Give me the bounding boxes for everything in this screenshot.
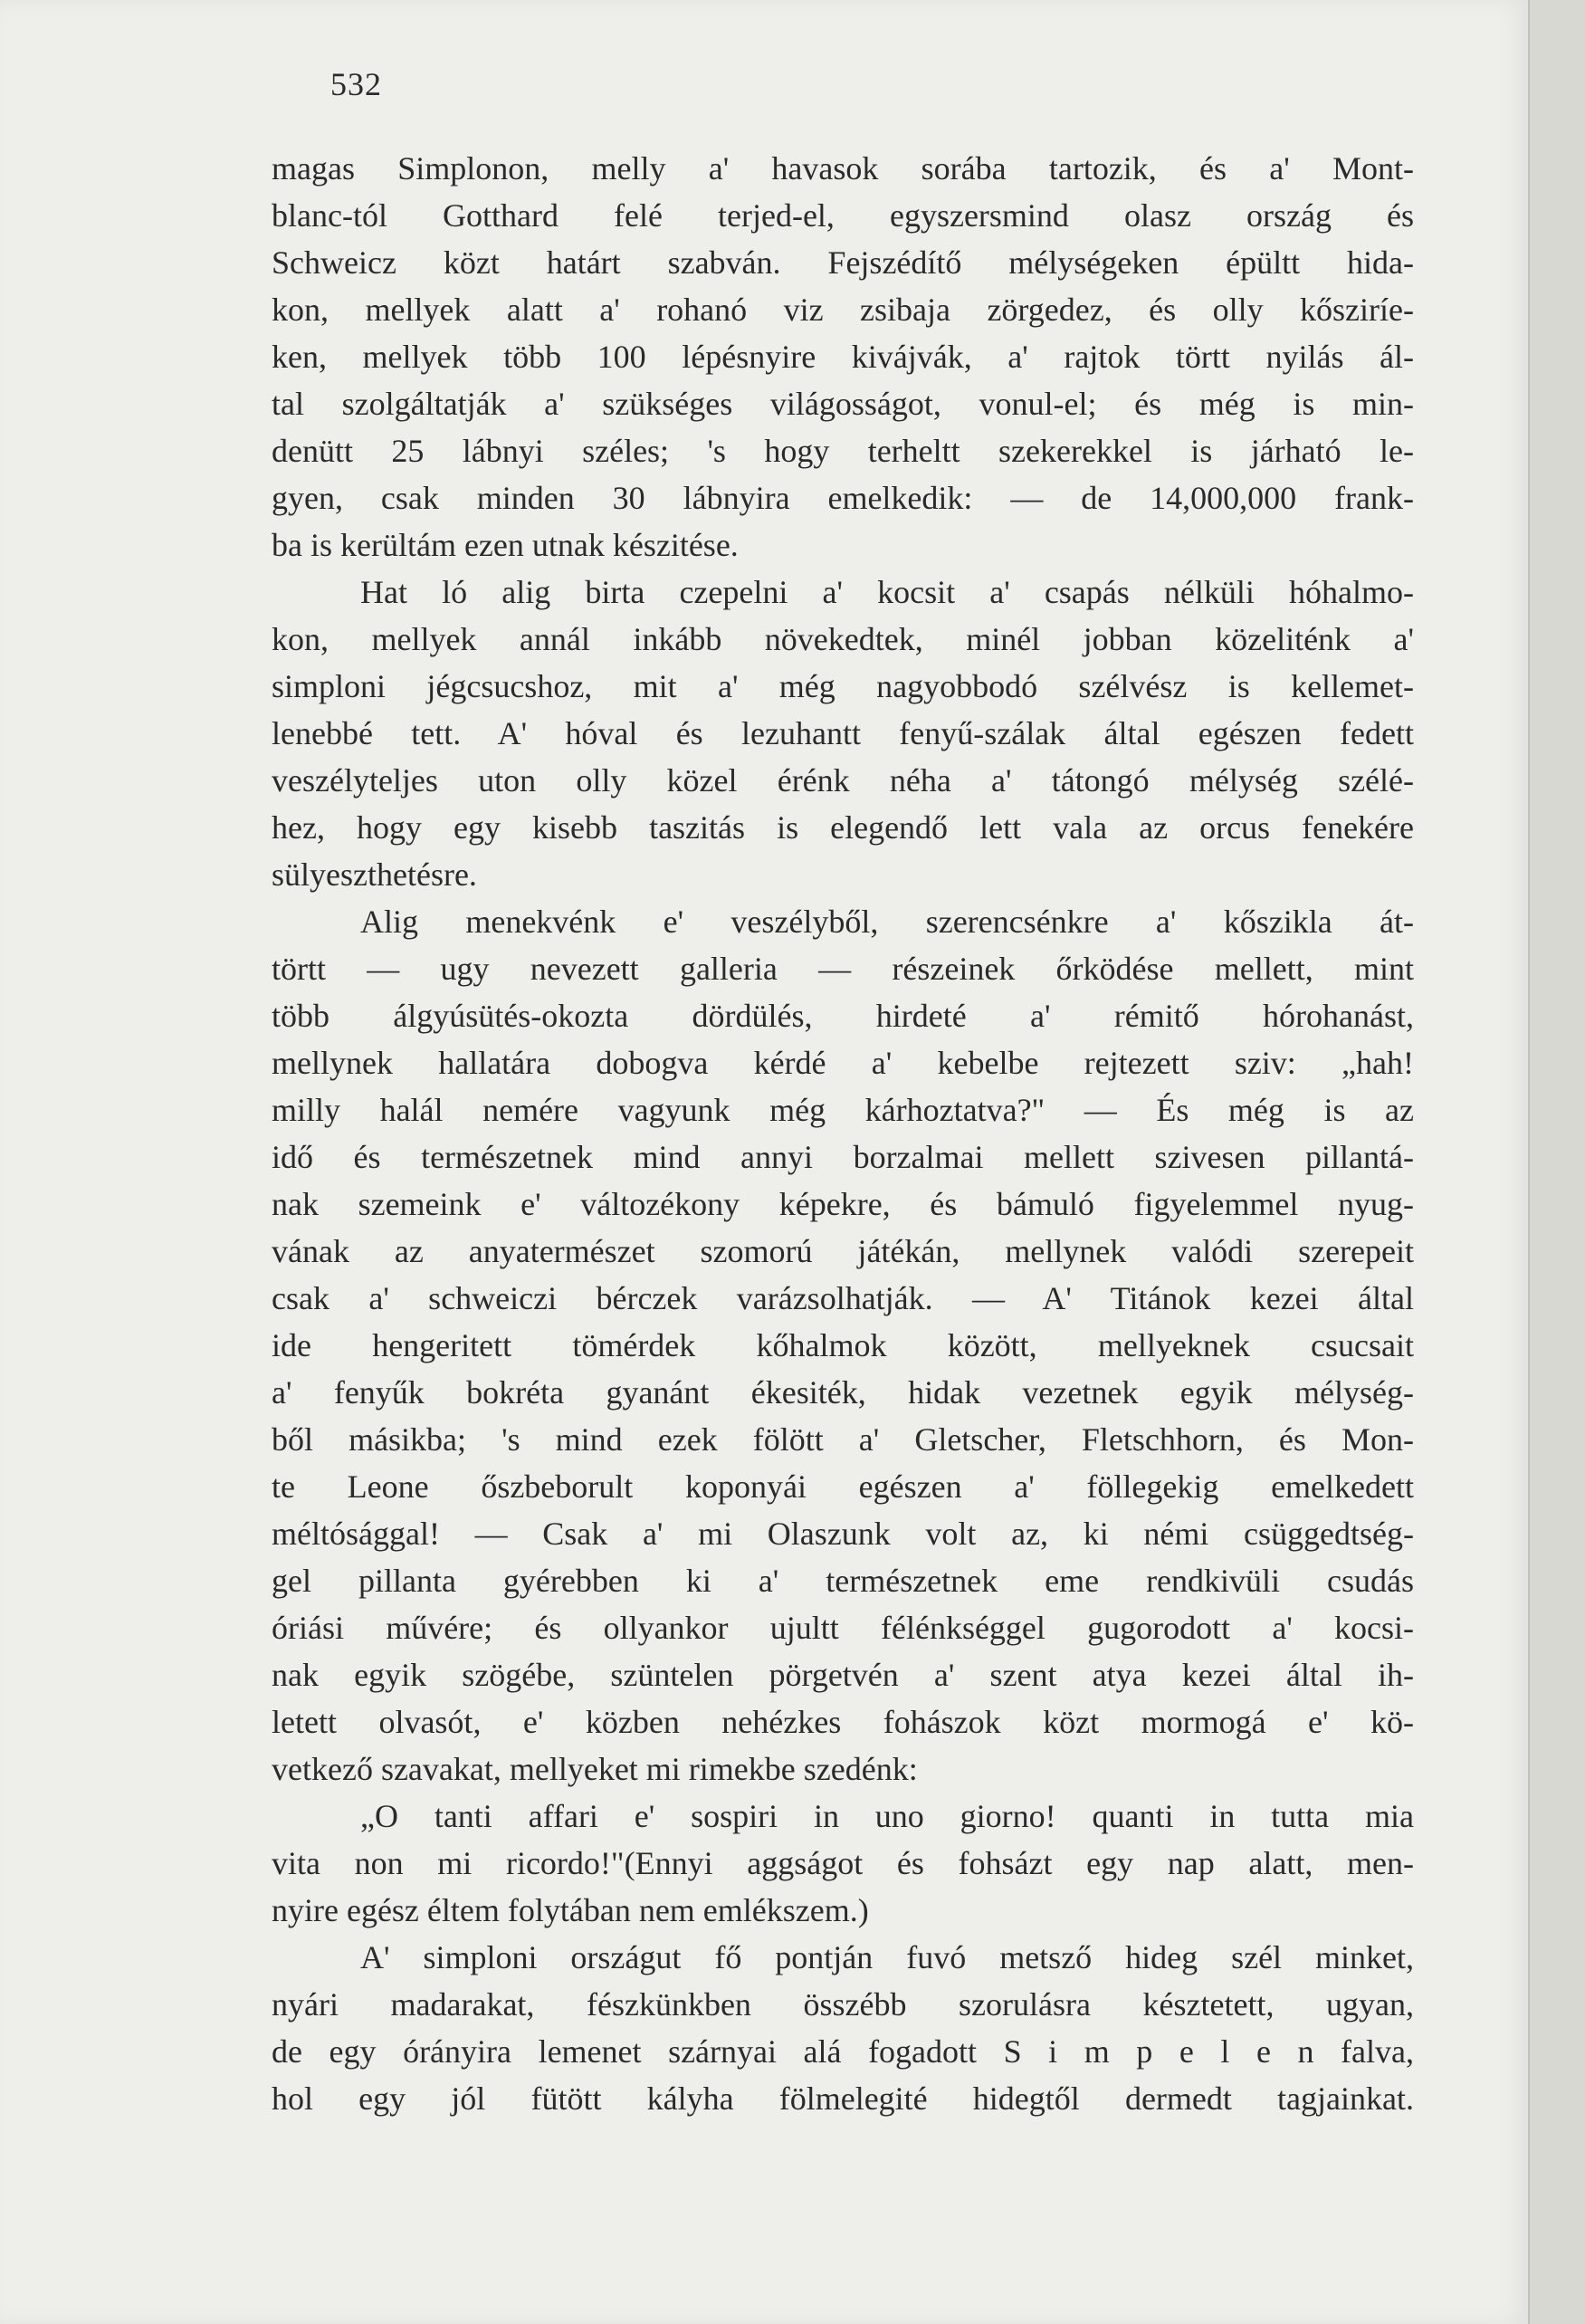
text-line: tal szolgáltatják a' szükséges világosságot, vonul-el; és még is min- — [272, 386, 1414, 422]
text-line: blanc-tól Gotthard felé terjed-el, egyszersmind olasz ország és — [272, 197, 1414, 234]
text-line: hez, hogy egy kisebb taszitás is elegendő lett vala az orcus fenekére — [272, 809, 1414, 846]
text-line: mellynek hallatára dobogva kérdé a' kebelbe rejtezett sziv: „hah! — [272, 1045, 1414, 1081]
text-line: csak a' schweiczi bérczek varázsolhatják. — A' Titánok kezei által — [272, 1280, 1414, 1316]
text-line: ba is kerültám ezen utnak készitése. — [272, 527, 739, 563]
text-line: vita non mi ricordo!"(Ennyi aggságot és fohsázt egy nap alatt, men- — [272, 1845, 1414, 1881]
text-line: simploni jégcsucshoz, mit a' még nagyobbodó szélvész is kellemet- — [272, 668, 1414, 704]
text-line: denütt 25 lábnyi széles; 's hogy terheltt szekerekkel is járható le- — [272, 433, 1414, 469]
text-line: ken, mellyek több 100 lépésnyire kivájvák, a' rajtok törtt nyilás ál- — [272, 339, 1414, 375]
text-line: nyire egész éltem folytában nem emlékszem.) — [272, 1892, 869, 1928]
text-line: vetkező szavakat, mellyeket mi rimekbe szedénk: — [272, 1751, 918, 1787]
text-line: méltósággal! — Csak a' mi Olaszunk volt az, ki némi csüggedtség- — [272, 1516, 1414, 1552]
text-line: hol egy jól fütött kályha fölmelegité hidegtől dermedt tagjainkat. — [272, 2080, 1414, 2117]
text-line: kon, mellyek alatt a' rohanó viz zsibaja zörgedez, és olly kősziríe- — [272, 292, 1414, 328]
text-line: vának az anyatermészet szomorú játékán, mellynek valódi szerepeit — [272, 1233, 1414, 1269]
text-line: a' fenyűk bokréta gyanánt ékesiték, hidak vezetnek egyik mélység- — [272, 1374, 1414, 1411]
text-line: ide hengeritett tömérdek kőhalmok között, mellyeknek csucsait — [272, 1327, 1414, 1363]
text-line: te Leone őszbeborult koponyái egészen a' föllegekig emelkedett — [272, 1468, 1414, 1505]
body-text — [272, 145, 1414, 2122]
text-line: Schweicz közt határt szabván. Fejszédítő mélységeken épültt hida- — [272, 244, 1414, 281]
text-line: gyen, csak minden 30 lábnyira emelkedik: — de 14,000,000 frank- — [272, 480, 1414, 516]
text-line: idő és természetnek mind annyi borzalmai mellett szivesen pillantá- — [272, 1139, 1414, 1175]
text-line: nak egyik szögébe, szüntelen pörgetvén a' szent atya kezei által ih- — [272, 1657, 1414, 1693]
text-line: törtt — ugy nevezett galleria — részeinek őrködése mellett, mint — [272, 951, 1414, 987]
text-line: de egy órányira lemenet szárnyai alá fogadott S i m p e l e n falva, — [272, 2033, 1414, 2070]
text-line: lenebbé tett. A' hóval és lezuhantt fenyű-szálak által egészen fedett — [272, 715, 1414, 751]
text-line: Hat ló alig birta czepelni a' kocsit a' csapás nélküli hóhalmo- — [360, 574, 1414, 610]
text-line: sülyeszthetésre. — [272, 856, 477, 893]
text-line: „O tanti affari e' sospiri in uno giorno! quanti in tutta mia — [360, 1798, 1414, 1834]
text-line: ből másikba; 's mind ezek fölött a' Gletscher, Fletschhorn, és Mon- — [272, 1421, 1414, 1458]
page-number: 532 — [330, 66, 382, 102]
text-line: gel pillanta gyérebben ki a' természetnek eme rendkivüli csudás — [272, 1563, 1414, 1599]
text-line: milly halál nemére vagyunk még kárhoztatva?" — És még is az — [272, 1092, 1414, 1128]
text-line: több álgyúsütés-okozta dördülés, hirdeté a' rémitő hórohanást, — [272, 998, 1414, 1034]
text-line: magas Simplonon, melly a' havasok sorába tartozik, és a' Mont- — [272, 150, 1414, 186]
page-edge — [1528, 0, 1585, 2324]
text-line: óriási művére; és ollyankor ujultt félénkséggel gugorodott a' kocsi- — [272, 1610, 1414, 1646]
text-line: letett olvasót, e' közben nehézkes fohászok közt mormogá e' kö- — [272, 1704, 1414, 1740]
text-line: A' simploni országut fő pontján fuvó metsző hideg szél minket, — [360, 1939, 1414, 1975]
text-line: kon, mellyek annál inkább növekedtek, minél jobban közeliténk a' — [272, 621, 1414, 657]
text-line: nyári madarakat, fészkünkben összébb szorulásra késztetett, ugyan, — [272, 1986, 1414, 2023]
text-line: nak szemeink e' változékony képekre, és bámuló figyelemmel nyug- — [272, 1186, 1414, 1222]
text-line: veszélyteljes uton olly közel érénk néha a' tátongó mélység szélé- — [272, 762, 1414, 799]
text-line: Alig menekvénk e' veszélyből, szerencsénkre a' kőszikla át- — [360, 904, 1414, 940]
